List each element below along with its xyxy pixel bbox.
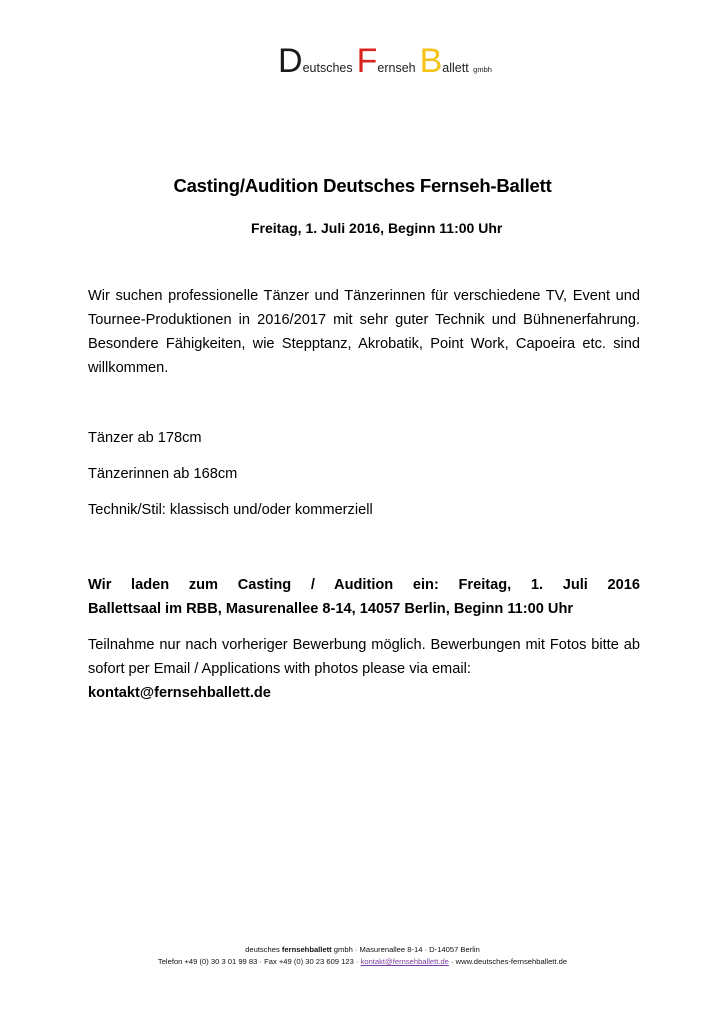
footer-brand: fernsehballett [281,945,332,954]
footer-website: · www.deutsches-fernsehballett.de [448,957,568,966]
requirement-women: Tänzerinnen ab 168cm [88,466,238,482]
company-logo [278,44,492,80]
logo-initial-b: B [419,42,443,80]
application-email[interactable]: kontakt@fernsehballett.de [88,685,271,701]
logo-word-deutsches: eutsches [302,61,353,75]
footer-email-link[interactable]: kontakt@fernsehballett.de [360,957,449,966]
invitation-line-2: Ballettsaal im RBB, Masurenallee 8-14, 14057 Berlin, Beginn 11:00 Uhr [88,601,574,617]
intro-paragraph: Wir suchen professionelle Tänzer und Tänzerinnen für verschiedene TV, Event und Tournee-Produktionen in 2016/2017 mit sehr guter Technik und Bühnenerfahrung. Besondere Fähigkeiten, wie Stepptanz, Akrobatik, Point Work, Capoeira etc. sind willkommen. [88,288,640,376]
logo-word-fernseh: ernseh [377,61,416,75]
event-date: Freitag, 1. Juli 2016, Beginn 11:00 Uhr [251,220,503,236]
logo-suffix: gmbh [473,65,492,74]
footer-phone-fax: Telefon +49 (0) 30 3 01 99 83 · Fax +49 (0) 30 23 609 123 · [157,957,361,966]
footer-address: gmbh · Masurenallee 8-14 · D-14057 Berlin [331,945,480,954]
requirement-men: Tänzer ab 178cm [88,430,202,446]
invitation-line-1: Wir laden zum Casting / Audition ein: Freitag, 1. Juli 2016 [88,577,640,593]
logo-word-ballett: allett [442,61,469,75]
page-title: Casting/Audition Deutsches Fernseh-Ballett [173,175,552,196]
application-block [88,633,640,705]
invitation-block [88,573,640,621]
footer-company-prefix: deutsches [245,945,282,954]
logo-initial-f: F [356,42,378,80]
logo-initial-d: D [278,42,303,80]
application-text: Teilnahme nur nach vorheriger Bewerbung möglich. Bewerbungen mit Fotos bitte ab sofort per Email / Applications with photos please via email: [88,637,640,677]
footer-line-1 [0,945,725,954]
requirement-style: Technik/Stil: klassisch und/oder kommerziell [88,502,373,518]
footer-line-2 [0,957,725,966]
